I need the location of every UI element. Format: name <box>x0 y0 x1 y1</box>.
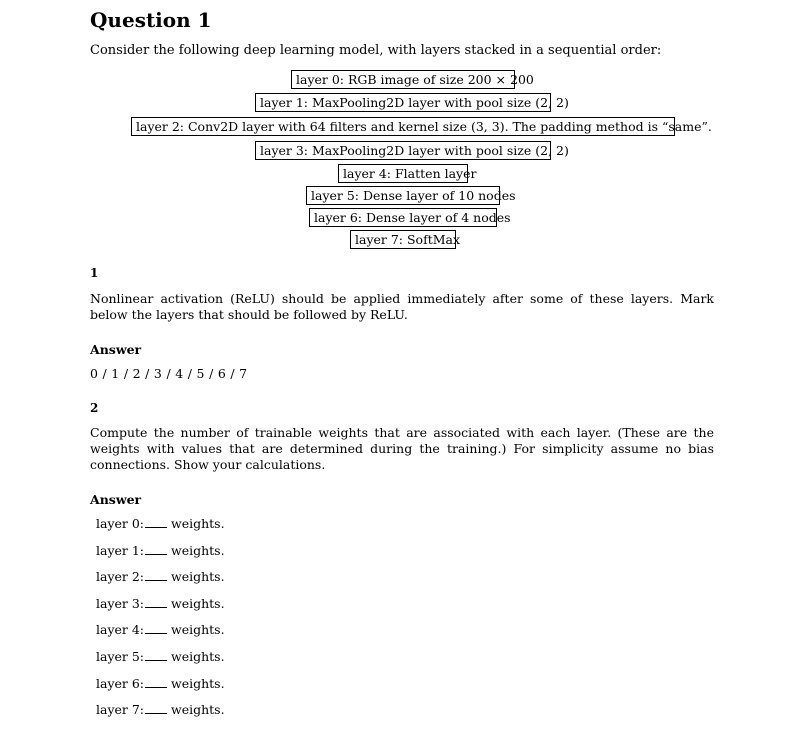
weights-row-3 <box>96 596 225 611</box>
weights-blank-4[interactable] <box>145 632 167 634</box>
weights-blank-6[interactable] <box>145 686 167 688</box>
weights-unit: weights. <box>171 676 225 691</box>
layer-box-7: layer 7: SoftMax <box>350 230 456 249</box>
layer-row-0 <box>90 70 716 89</box>
weights-unit: weights. <box>171 596 225 611</box>
layer-box-0: layer 0: RGB image of size 200 × 200 <box>291 70 515 89</box>
part2-number: 2 <box>90 401 99 415</box>
weights-row-label: layer 2: <box>96 569 145 584</box>
weights-blank-1[interactable] <box>145 553 167 555</box>
weights-row-label: layer 7: <box>96 702 145 717</box>
weights-row-2 <box>96 569 225 584</box>
weights-row-label: layer 0: <box>96 516 145 531</box>
weights-row-7 <box>96 702 225 717</box>
layer-box-1: layer 1: MaxPooling2D layer with pool size (2, 2) <box>255 93 551 112</box>
weights-blank-0[interactable] <box>145 526 167 528</box>
weights-unit: weights. <box>171 569 225 584</box>
weights-row-0 <box>96 516 225 531</box>
question-title: Question 1 <box>90 8 212 32</box>
weights-row-label: layer 3: <box>96 596 145 611</box>
weights-row-label: layer 4: <box>96 622 145 637</box>
weights-blank-2[interactable] <box>145 579 167 581</box>
weights-row-4 <box>96 622 225 637</box>
layer-row-5 <box>90 186 716 205</box>
layer-box-6: layer 6: Dense layer of 4 nodes <box>309 208 497 227</box>
layer-box-2: layer 2: Conv2D layer with 64 filters and kernel size (3, 3). The padding method is “same”. <box>131 117 675 136</box>
weights-unit: weights. <box>171 702 225 717</box>
layer-row-6 <box>90 208 716 227</box>
part2-answer-heading: Answer <box>90 492 142 507</box>
weights-unit: weights. <box>171 649 225 664</box>
layer-row-1 <box>90 93 716 112</box>
layer-row-3 <box>90 141 716 160</box>
layer-row-7 <box>90 230 716 249</box>
weights-unit: weights. <box>171 543 225 558</box>
weights-row-1 <box>96 543 225 558</box>
weights-row-label: layer 5: <box>96 649 145 664</box>
part1-answer-heading: Answer <box>90 342 142 357</box>
relu-layer-choices[interactable]: 0 / 1 / 2 / 3 / 4 / 5 / 6 / 7 <box>90 366 248 381</box>
layer-row-4 <box>90 164 716 183</box>
part1-number: 1 <box>90 266 99 280</box>
part1-text: Nonlinear activation (ReLU) should be applied immediately after some of these layers. Mark below the layers that should be followed by ReLU. <box>90 291 714 322</box>
layer-box-4: layer 4: Flatten layer <box>338 164 468 183</box>
weights-row-5 <box>96 649 225 664</box>
weights-blank-3[interactable] <box>145 606 167 608</box>
weights-unit: weights. <box>171 622 225 637</box>
part2-text: Compute the number of trainable weights that are associated with each layer. (These are the weights with values that are determined during the training.) For simplicity assume no bias connections. Show your calculations. <box>90 425 714 472</box>
weights-row-6 <box>96 676 225 691</box>
weights-row-label: layer 1: <box>96 543 145 558</box>
weights-unit: weights. <box>171 516 225 531</box>
weights-row-label: layer 6: <box>96 676 145 691</box>
layer-row-2 <box>90 117 716 136</box>
layer-box-5: layer 5: Dense layer of 10 nodes <box>306 186 500 205</box>
layer-box-3: layer 3: MaxPooling2D layer with pool size (2, 2) <box>255 141 551 160</box>
weights-blank-5[interactable] <box>145 659 167 661</box>
weights-blank-7[interactable] <box>145 712 167 714</box>
intro-text: Consider the following deep learning model, with layers stacked in a sequential order: <box>90 43 662 58</box>
